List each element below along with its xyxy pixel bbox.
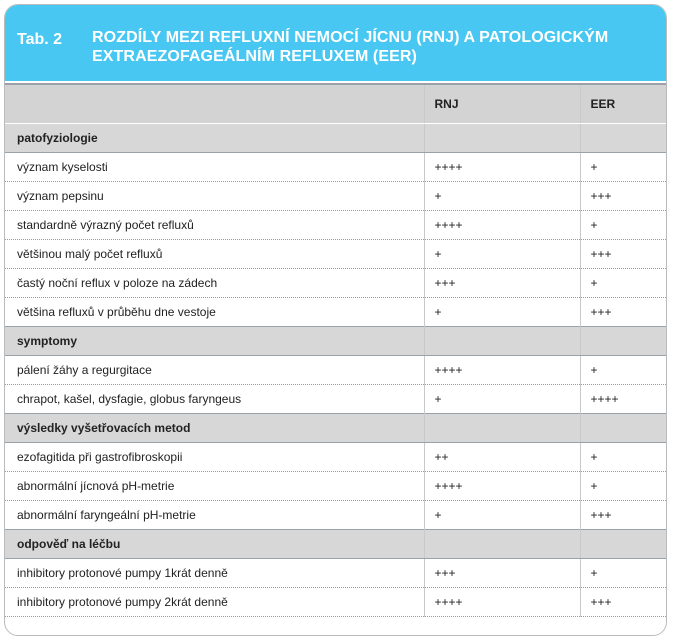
row-value-eer: ++++ [580,385,666,414]
row-label: význam pepsinu [5,182,424,211]
row-label: ezofagitida při gastrofibroskopii [5,443,424,472]
header-cell-empty [5,84,424,124]
table-row [5,153,666,182]
row-label: pálení žáhy a regurgitace [5,356,424,385]
section-cell-eer [580,327,666,356]
row-value-eer: + [580,269,666,298]
row-label: většina refluxů v průběhu dne vestoje [5,298,424,327]
row-value-eer: +++ [580,240,666,269]
header-cell-eer: EER [580,84,666,124]
row-value-eer: + [580,443,666,472]
row-value-rnj: + [424,298,580,327]
section-row [5,124,666,153]
section-cell-eer [580,124,666,153]
row-label: význam kyselosti [5,153,424,182]
table-title [92,28,632,66]
row-value-rnj: ++++ [424,472,580,501]
row-value-rnj: +++ [424,269,580,298]
table-title-line-1: ROZDÍLY MEZI REFLUXNÍ NEMOCÍ JÍCNU (RNJ) A PATOLOGICKÝM [92,29,609,46]
row-value-eer: + [580,153,666,182]
table-title-line-2: EXTRAEZOFAGEÁLNÍM REFLUXEM (EER) [92,48,417,65]
section-cell-rnj [424,124,580,153]
section-title: odpověď na léčbu [5,530,424,559]
table-area [5,81,666,617]
table-row [5,211,666,240]
row-value-rnj: + [424,385,580,414]
section-cell-rnj [424,530,580,559]
row-label: standardně výrazný počet refluxů [5,211,424,240]
row-label: častý noční reflux v poloze na zádech [5,269,424,298]
table-row [5,298,666,327]
table-title-bar [5,5,666,81]
table-frame [4,4,667,636]
section-row [5,414,666,443]
row-value-rnj: ++++ [424,356,580,385]
row-label: abnormální jícnová pH-metrie [5,472,424,501]
row-value-eer: +++ [580,501,666,530]
section-row [5,327,666,356]
row-value-rnj: ++ [424,443,580,472]
table-body [5,124,666,617]
table-row [5,501,666,530]
table-header-row [5,84,666,124]
section-row [5,530,666,559]
row-value-rnj: + [424,240,580,269]
table-row [5,443,666,472]
table-row [5,356,666,385]
table-row [5,559,666,588]
row-value-eer: +++ [580,182,666,211]
section-title: symptomy [5,327,424,356]
row-value-rnj: ++++ [424,588,580,617]
row-value-rnj: + [424,182,580,211]
row-value-rnj: + [424,501,580,530]
row-value-rnj: +++ [424,559,580,588]
header-cell-rnj: RNJ [424,84,580,124]
table-row [5,385,666,414]
section-title: patofyziologie [5,124,424,153]
table-row [5,182,666,211]
table-number: Tab. 2 [17,31,63,48]
table-row [5,269,666,298]
section-title: výsledky vyšetřovacích metod [5,414,424,443]
row-label: inhibitory protonové pumpy 1krát denně [5,559,424,588]
comparison-table [5,83,666,617]
row-value-eer: +++ [580,298,666,327]
row-value-rnj: ++++ [424,153,580,182]
row-value-rnj: ++++ [424,211,580,240]
row-label: inhibitory protonové pumpy 2krát denně [5,588,424,617]
row-value-eer: + [580,559,666,588]
row-value-eer: + [580,356,666,385]
row-value-eer: + [580,472,666,501]
section-cell-eer [580,530,666,559]
row-value-eer: +++ [580,588,666,617]
section-cell-rnj [424,327,580,356]
table-row [5,588,666,617]
row-value-eer: + [580,211,666,240]
section-cell-rnj [424,414,580,443]
table-row [5,240,666,269]
section-cell-eer [580,414,666,443]
row-label: většinou malý počet refluxů [5,240,424,269]
row-label: chrapot, kašel, dysfagie, globus faryngeus [5,385,424,414]
row-label: abnormální faryngeální pH-metrie [5,501,424,530]
table-row [5,472,666,501]
